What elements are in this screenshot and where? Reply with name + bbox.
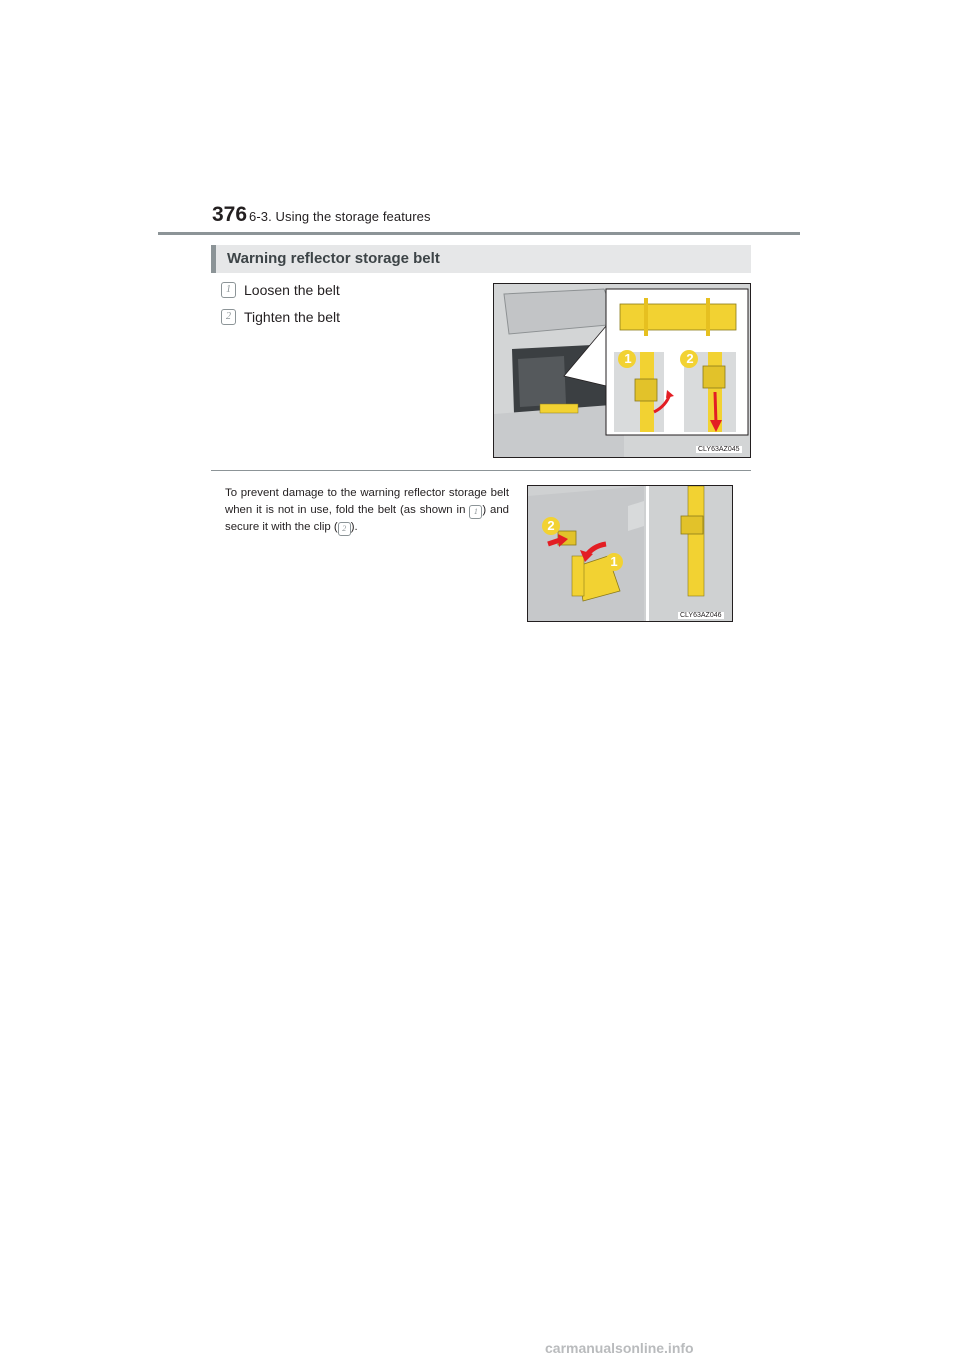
callout-1: 1 <box>624 351 632 366</box>
page-number: 376 <box>212 203 248 226</box>
section-title-bar <box>211 245 751 273</box>
header-rule <box>158 232 800 235</box>
info-text-after: ). <box>350 521 358 533</box>
callout-2: 2 <box>686 351 694 366</box>
info-text-middle: ) and secure it with the clip ( <box>225 504 510 533</box>
callout-2: 2 <box>547 518 555 533</box>
figure-fold-belt <box>527 485 733 622</box>
watermark: carmanualsonline.info <box>545 1340 694 1356</box>
inline-badge-2: 2 <box>338 522 351 536</box>
fold-illustration <box>528 486 733 622</box>
step-text-2: Tighten the belt <box>244 309 340 325</box>
info-text-before: To prevent damage to the warning reflector storage belt when it is not in use, fold the belt (as shown in <box>225 487 509 516</box>
step-badge-1: 1 <box>221 282 236 298</box>
figure-code: CLY63AZ046 <box>680 612 722 619</box>
callout-1: 1 <box>610 554 618 569</box>
section-divider <box>211 470 751 471</box>
running-head: 6-3. Using the storage features <box>249 209 431 224</box>
figure-trunk-belt <box>493 283 751 458</box>
info-paragraph <box>225 485 509 536</box>
section-title: Warning reflector storage belt <box>227 250 440 267</box>
step-text-1: Loosen the belt <box>244 282 340 298</box>
inline-badge-1: 1 <box>469 505 482 519</box>
figure-code: CLY63AZ045 <box>698 446 740 453</box>
step-badge-2: 2 <box>221 309 236 325</box>
trunk-illustration <box>494 284 751 458</box>
